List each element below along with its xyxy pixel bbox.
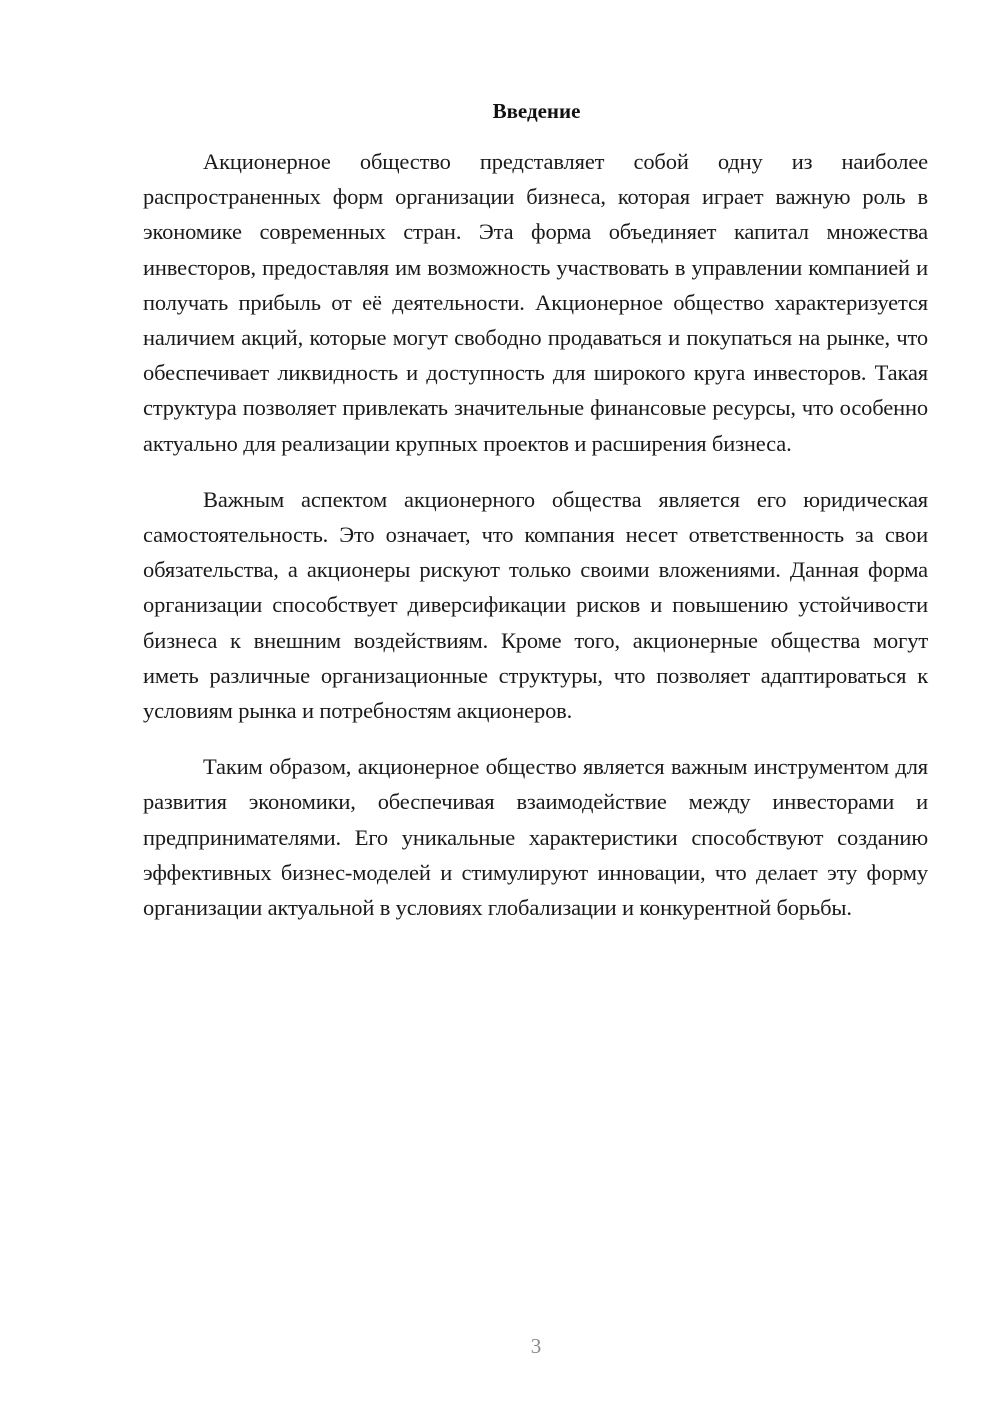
section-heading: Введение [492,99,581,123]
paragraph-3: Таким образом, акционерное общество является важным инструментом для развития экономики, обеспечивая взаимодействие между инвесторами и предпринимателями. Его уникальные характеристики способствуют созданию эффективных бизнес-моделей и стимулируют инновации, что делает эту форму организации актуальной в условиях глобализации и конкурентной борьбы. [143,754,928,921]
page-number: 3 [530,1334,542,1358]
paragraph-1: Акционерное общество представляет собой одну из наиболее распространенных форм организации бизнеса, которая играет важную роль в экономике современных стран. Эта форма объединяет капитал множества инвесторов, предоставляя им возможность участвовать в управлении компанией и получать прибыль от её деятельности. Акционерное общество характеризуется наличием акций, которые могут свободно продаваться и покупаться на рынке, что обеспечивает ликвидность и доступность для широкого круга инвесторов. Такая структура позволяет привлекать значительные финансовые ресурсы, что особенно актуально для реализации крупных проектов и расширения бизнеса. [143,149,928,456]
paragraph-2: Важным аспектом акционерного общества является его юридическая самостоятельность. Это означает, что компания несет ответственность за свои обязательства, а акционеры рискуют только своими вложениями. Данная форма организации способствует диверсификации рисков и повышению устойчивости бизнеса к внешним воздействиям. Кроме того, акционерные общества могут иметь различные организационные структуры, что позволяет адаптироваться к условиям рынка и потребностям акционеров. [143,486,928,724]
page-content [143,96,928,946]
